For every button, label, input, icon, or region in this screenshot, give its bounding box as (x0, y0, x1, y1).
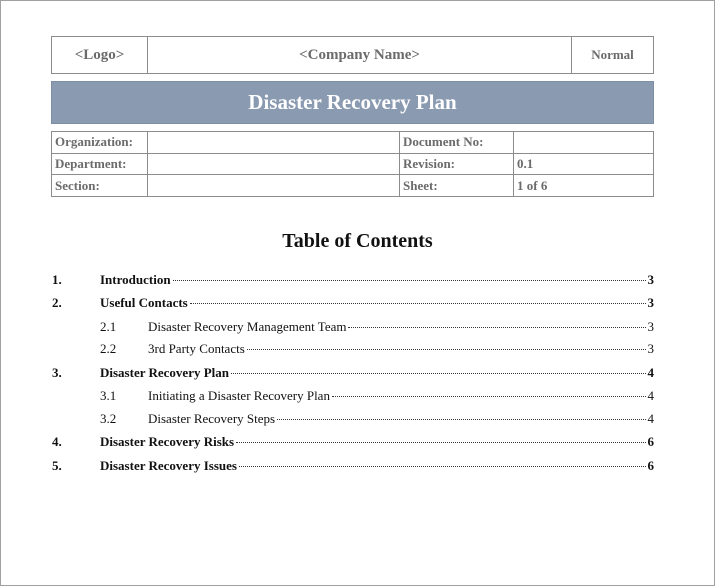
toc-entry-label: Introduction (100, 272, 171, 287)
info-value: 0.1 (514, 153, 654, 175)
toc-entry-label: Disaster Recovery Risks (100, 434, 235, 449)
info-label: Department: (52, 153, 148, 175)
info-row (52, 175, 654, 197)
toc-leader-dots (277, 419, 645, 420)
toc-entry[interactable] (52, 295, 654, 313)
classification-cell: Normal (572, 37, 654, 74)
info-label: Document No: (400, 132, 514, 154)
toc-title: Table of Contents (282, 230, 433, 252)
info-value (148, 175, 400, 197)
toc-entry[interactable] (100, 319, 654, 337)
toc-entry-number: 2.2 (100, 341, 117, 356)
logo-cell: <Logo> (52, 37, 148, 74)
toc-entry-number: 4. (52, 434, 62, 449)
toc-leader-dots (247, 349, 646, 350)
info-value (148, 153, 400, 175)
toc-leader-dots (239, 466, 646, 467)
info-label: Organization: (52, 132, 148, 154)
toc-entry-page: 3 (647, 295, 654, 310)
toc-entry-label: Disaster Recovery Plan (100, 365, 230, 380)
toc-entry-page: 4 (647, 365, 654, 380)
toc-leader-dots (348, 327, 645, 328)
info-value (514, 132, 654, 154)
toc-entry-number: 2. (52, 295, 62, 310)
toc-entry-number: 1. (52, 272, 62, 287)
toc-entry-number: 5. (52, 458, 62, 473)
toc-entry-page: 3 (647, 319, 654, 334)
toc-entry-number: 3. (52, 365, 62, 380)
toc-entry[interactable] (52, 365, 654, 383)
toc-entry-label: 3rd Party Contacts (148, 341, 245, 356)
document-title: Disaster Recovery Plan (51, 81, 654, 124)
toc-entry-number: 3.2 (100, 411, 117, 426)
toc-leader-dots (173, 280, 646, 281)
toc-entry-page: 3 (647, 272, 654, 287)
toc-leader-dots (231, 373, 645, 374)
toc-entry-label: Disaster Recovery Steps (148, 411, 276, 426)
toc-entry-number: 3.1 (100, 388, 117, 403)
toc-entry-label: Initiating a Disaster Recovery Plan (148, 388, 330, 403)
toc-entry[interactable] (52, 434, 654, 452)
toc-entry-page: 3 (647, 341, 654, 356)
toc-entry-page: 4 (647, 411, 654, 426)
info-label: Section: (52, 175, 148, 197)
toc-leader-dots (190, 303, 646, 304)
toc-entry-page: 4 (647, 388, 654, 403)
info-value (148, 132, 400, 154)
toc-entry[interactable] (100, 341, 654, 359)
toc-entry[interactable] (52, 458, 654, 476)
toc-entry-label: Disaster Recovery Issues (100, 458, 237, 473)
info-table (51, 131, 654, 197)
toc-entry[interactable] (52, 272, 654, 290)
info-row (52, 132, 654, 154)
toc-entry[interactable] (100, 411, 654, 429)
info-value: 1 of 6 (514, 175, 654, 197)
info-label: Revision: (400, 153, 514, 175)
toc-entry-page: 6 (647, 458, 654, 473)
header-table (51, 36, 654, 74)
toc-leader-dots (332, 396, 646, 397)
toc-entry-label: Useful Contacts (100, 295, 188, 310)
toc-entry-label: Disaster Recovery Management Team (148, 319, 347, 334)
toc-entry-page: 6 (647, 434, 654, 449)
company-name-cell: <Company Name> (148, 37, 572, 74)
toc-entry[interactable] (100, 388, 654, 406)
toc-entry-number: 2.1 (100, 319, 117, 334)
toc-leader-dots (236, 442, 645, 443)
info-row (52, 153, 654, 175)
info-label: Sheet: (400, 175, 514, 197)
